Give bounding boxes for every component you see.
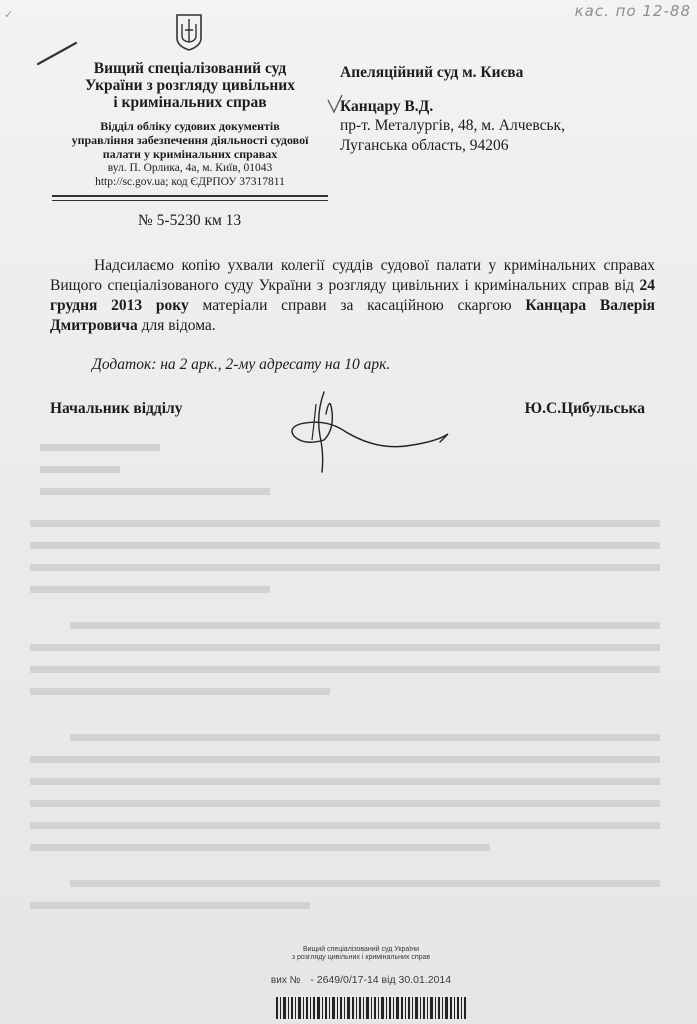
issuer-address: вул. П. Орлика, 4а, м. Київ, 01043 [107,162,273,174]
handwritten-case-note: кас. по 12-88 [574,2,691,20]
addressee-address-line-1: пр-т. Металургів, 48, м. Алчевськ, [340,117,565,134]
department-line-1: Відділ обліку судових документів [100,119,280,133]
bleed-through-texture [30,440,667,910]
signatory-position: Начальник відділу [50,400,183,417]
appellant-name: Канцара Валерія Дмитровича [50,297,656,334]
handwritten-signature [286,384,456,478]
letter-body [50,256,655,336]
attachment-note: Додаток: на 2 арк., 2-му адресату на 10 арк. [92,356,391,373]
outgoing-stamp [252,946,470,986]
outgoing-number: - 2649/0/17-14 від 30.01.2014 [310,974,452,986]
ruling-date: 24 грудня 2013 року [50,277,655,314]
recipient-block [340,64,660,156]
department-line-3: палати у кримінальних справах [102,147,278,161]
issuer-website-code: http://sc.gov.ua; код ЄДРПОУ 37317811 [95,176,285,188]
court-name-line-3: і кримінальних справ [113,94,267,111]
court-name-line-1: Вищий спеціалізований суд [93,60,287,77]
addressee-address-line-2: Луганська область, 94206 [340,137,509,154]
header-rule-thin [52,200,328,201]
body-text-part-3: для відома. [137,317,216,334]
appeal-court-name: Апеляційний суд м. Києва [340,64,524,81]
body-text-part-1: Надсилаємо копію ухвали колегії суддів судової палати у кримінальних справах Вищого спеціалізованого суду України з розгляду цивільних і кримінальних справ від [50,257,655,294]
registration-number: № 5-5230 км 13 [138,212,242,229]
signatory-name: Ю.С.Цибульська [524,400,645,417]
court-name-line-2: України з розгляду цивільних [85,77,295,94]
stamp-line-1: Вищий спеціалізований суд України [302,946,420,953]
outgoing-number-row [252,974,470,986]
pencil-mark: ✓ [4,8,14,21]
barcode-icon [276,997,466,1019]
issuer-block [48,60,332,189]
header-rule-thick [52,195,328,197]
body-text-part-2: матеріали справи за касаційною скаргою [188,297,526,314]
coat-of-arms-icon [174,12,204,52]
department-line-2: управління забезпечення діяльності судової [71,133,309,147]
addressee-name: Канцару В.Д. [340,98,434,115]
stamp-line-2: з розгляду цивільних і кримінальних справ [291,954,431,961]
outgoing-label: вих № [270,975,301,986]
